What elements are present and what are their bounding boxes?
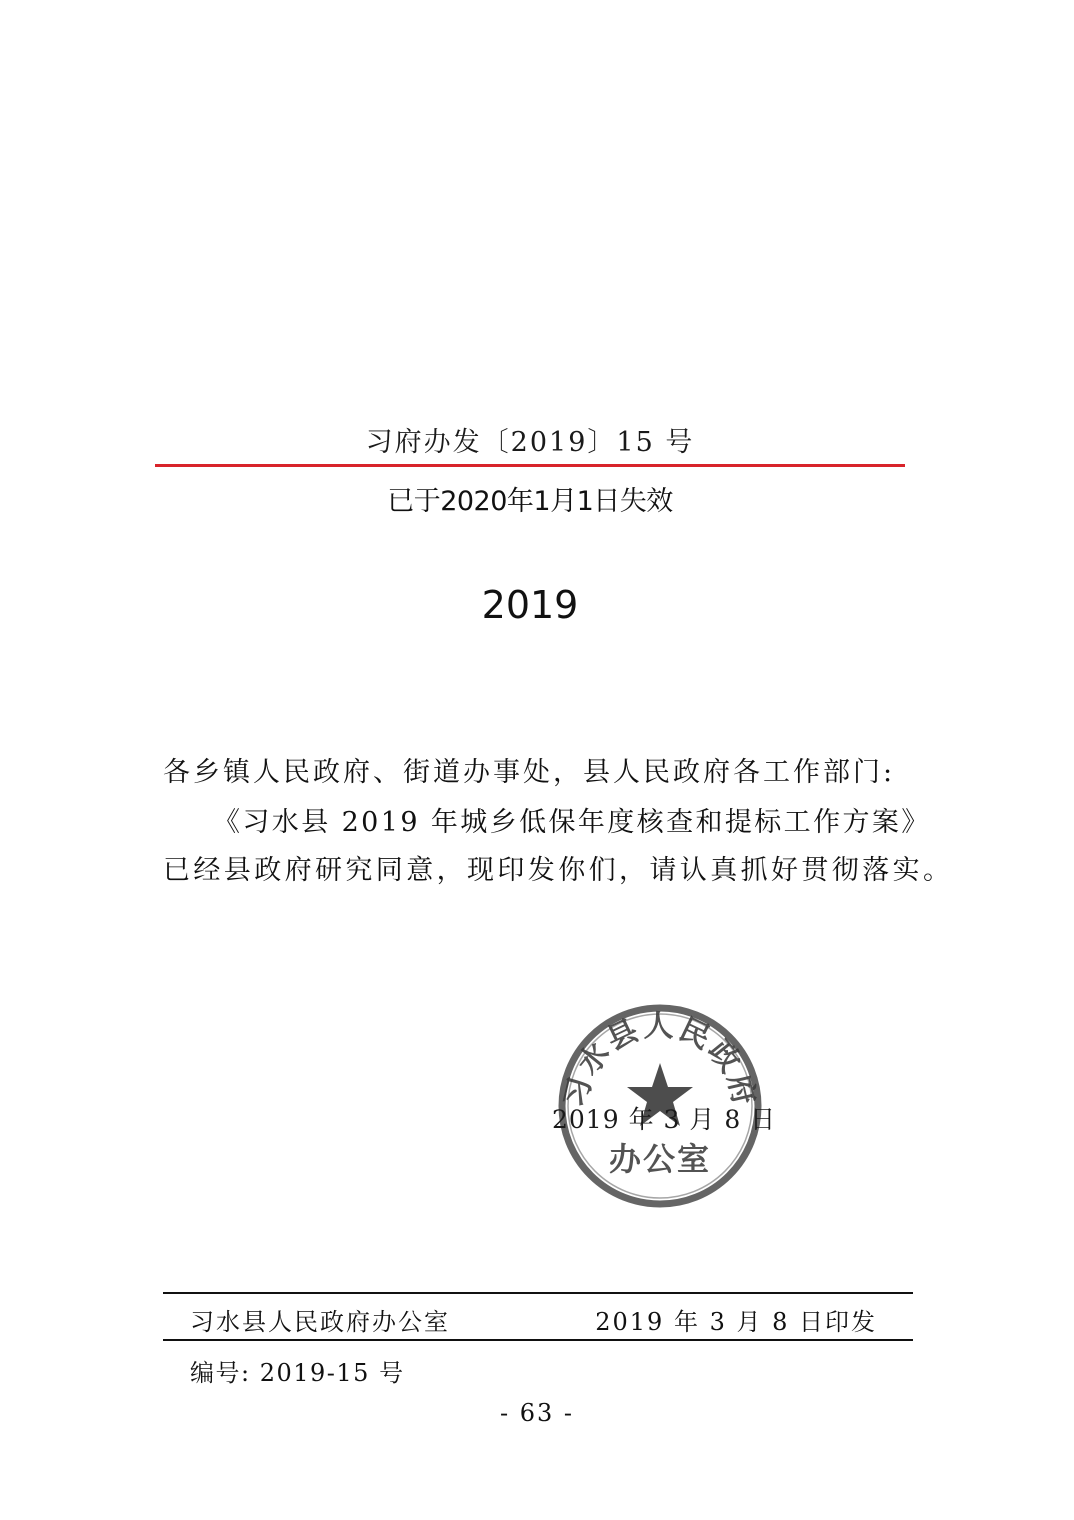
page-number: - 63 - — [499, 1399, 574, 1427]
footer-top-rule — [163, 1292, 913, 1294]
svg-text:习水县人民政府: 习水县人民政府 — [557, 1009, 763, 1112]
expiry-note: 已于2020年1月1日失效 — [387, 486, 673, 517]
recipient-line: 各乡镇人民政府、街道办事处，县人民政府各工作部门: — [163, 757, 896, 788]
footer-bottom-rule — [163, 1339, 913, 1341]
document-number: 习府办发〔2019〕15 号 — [365, 427, 695, 458]
serial-number: 编号: 2019-15 号 — [190, 1359, 405, 1387]
svg-text:办公室: 办公室 — [608, 1140, 712, 1178]
signature-date: 2019 年 3 月 8 日 — [552, 1105, 777, 1134]
body-text-line-1: 《习水县 2019 年城乡低保年度核查和提标工作方案》 — [213, 807, 931, 838]
document-title: 2019 — [481, 583, 579, 627]
footer-issue-date: 2019 年 3 月 8 日印发 — [595, 1308, 877, 1336]
red-separator-line — [155, 464, 905, 467]
body-text-line-2: 已经县政府研究同意，现印发你们，请认真抓好贯彻落实。 — [163, 855, 954, 886]
footer-issuer: 习水县人民政府办公室 — [190, 1308, 450, 1336]
